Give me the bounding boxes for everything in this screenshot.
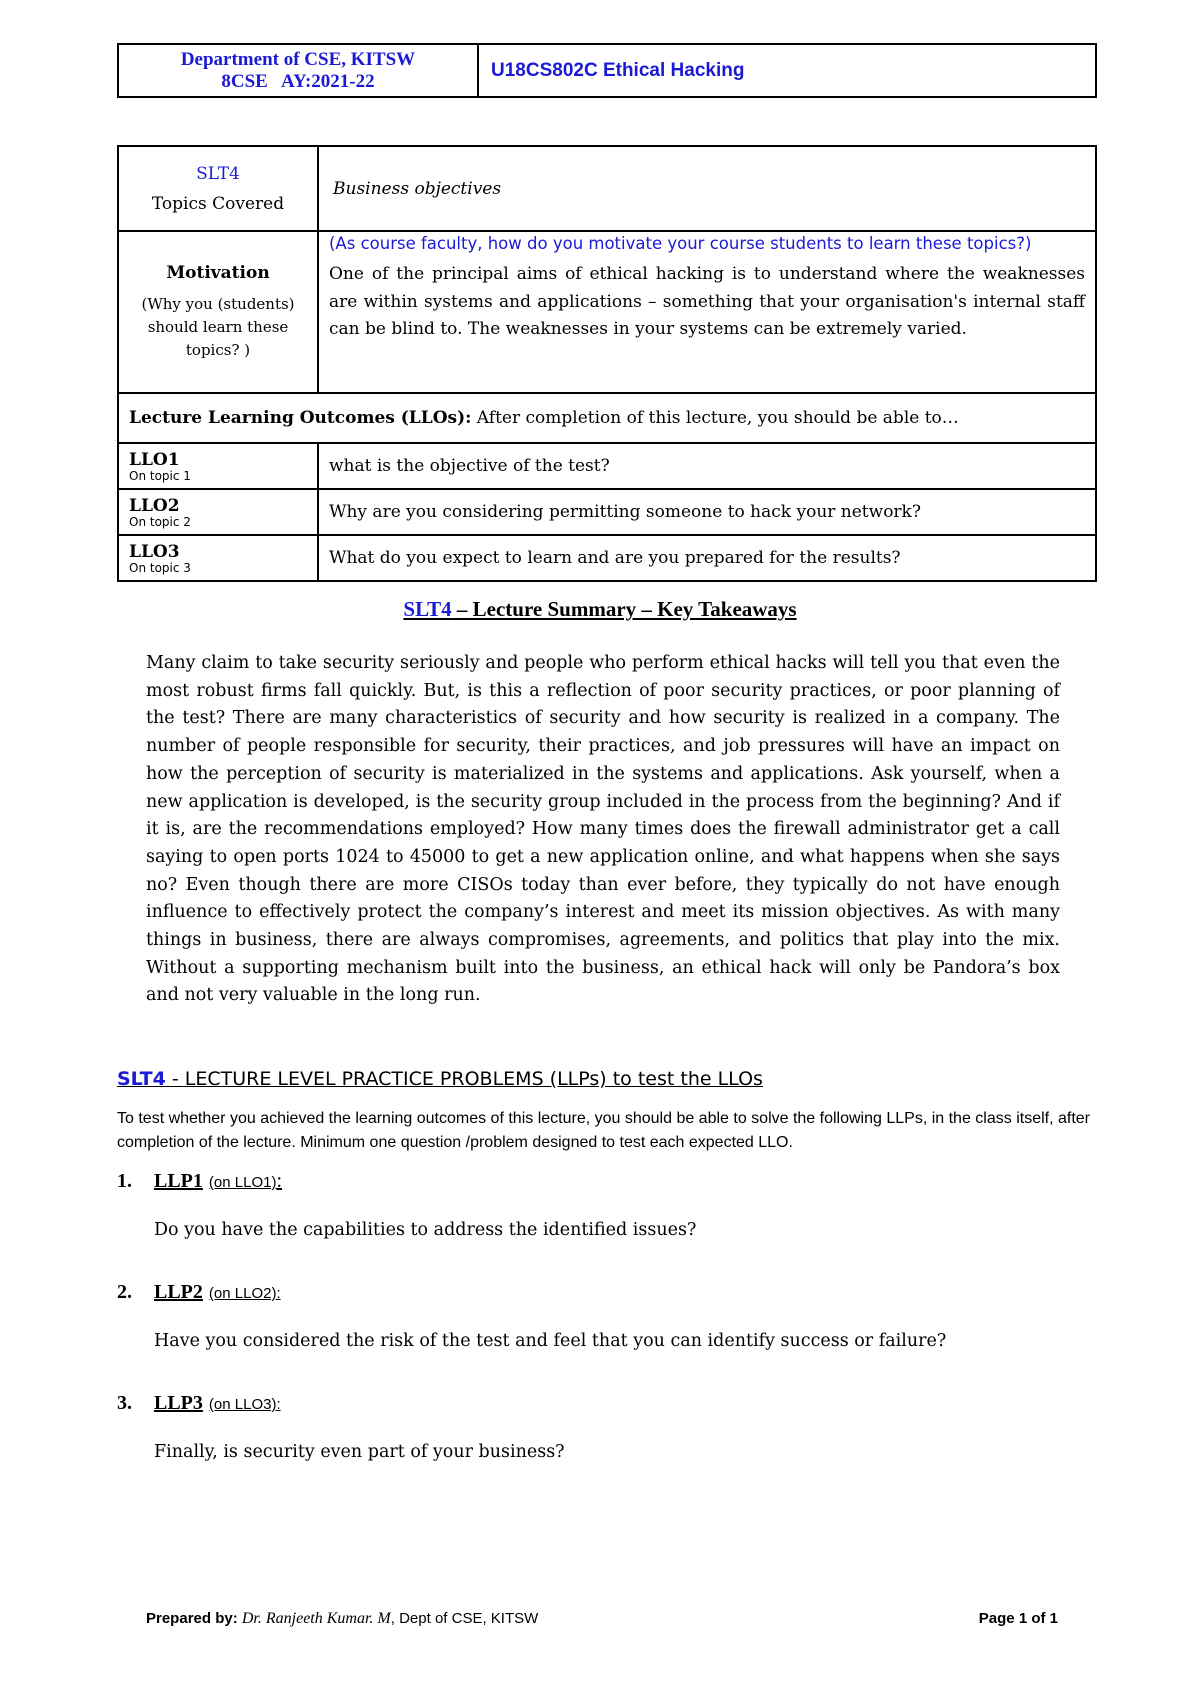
practice-title (117, 1068, 1097, 1090)
llo-code-cell (118, 443, 318, 489)
practice-item (117, 1281, 1097, 1351)
topics-cell (118, 146, 318, 231)
motivation-cell (118, 231, 318, 393)
practice-question: Have you considered the risk of the test and feel that you can identify success or failure? (154, 1331, 947, 1351)
llo-text: What do you expect to learn and are you prepared for the results? (318, 535, 1096, 581)
practice-intro: To test whether you achieved the learning outcomes of this lecture, you should be able to solve the following LLPs, in the class itself, after completion of the lecture. Minimum one question /problem designed to test each expected LLO. (117, 1110, 1090, 1151)
semester-year: 8CSE AY:2021-22 (221, 70, 375, 92)
slt-table (117, 145, 1097, 582)
llo-code-cell (118, 489, 318, 535)
summary-title (0, 597, 1200, 622)
summary-text: Many claim to take security seriously and people who perform ethical hacks will tell you that even the most robust firms fall quickly. But, is this a reflection of poor security practices, or poor planning of the test? There are many characteristics of security and how security is realized in a company. The number of people responsible for security, their practices, and job pressures will have an impact on how the perception of security is materialized in the systems and applications. Ask yourself, when a new application is developed, is the security group included in the process from the beginning? And if it is, are the recommendations employed? How many times does the firewall administrator get a call saying to open ports 1024 to 45000 to get a new application online, and what happens when she says no? Even though there are more CISOs today than ever before, they typically do not have enough influence to effectively protect the company’s interest and meet its mission objectives. As with many things in business, there are always compromises, agreements, and politics that play into the mix. Without a supporting mechanism built into the business, an ethical hack will only be Pandora’s box and not very valuable in the long run. (146, 653, 1060, 1006)
practice-number: 3. (117, 1392, 132, 1414)
department-name: Department of CSE, KITSW (180, 48, 416, 70)
practice-colon: : (276, 1170, 283, 1192)
llo-topic: On topic 3 (129, 560, 191, 575)
topics-covered-value: Business objectives (318, 146, 1096, 231)
practice-item (117, 1392, 1097, 1462)
practice-number: 1. (117, 1170, 132, 1192)
motivation-content (318, 231, 1096, 393)
llo-code: LLO1 (129, 449, 180, 470)
motivation-question: (As course faculty, how do you motivate your course students to learn these topics?) (329, 234, 1032, 253)
document-header (117, 43, 1097, 98)
practice-code: LLP2 (154, 1281, 203, 1303)
motivation-text: One of the principal aims of ethical hacking is to understand where the weaknesses are within systems and applications – something that your organisation's internal staff can be blind to. The weaknesses in your systems can be extremely varied. (329, 264, 1085, 339)
prepared-label: Prepared by: (146, 1610, 242, 1627)
course-title: U18CS802C Ethical Hacking (491, 59, 745, 81)
motivation-title: Motivation (166, 262, 270, 283)
llo-heading (118, 393, 1096, 443)
practice-code: LLP3 (154, 1392, 203, 1414)
llo-heading-rest: After completion of this lecture, you should be able to… (471, 408, 959, 428)
llo-code: LLO2 (129, 495, 180, 516)
practice-question: Do you have the capabilities to address the identified issues? (154, 1220, 697, 1240)
practice-on: (on LLO2): (208, 1285, 281, 1302)
slt-code: SLT4 (196, 163, 240, 184)
header-department-cell (119, 45, 479, 96)
author-name: Dr. Ranjeeth Kumar. M (241, 1610, 391, 1627)
practice-on: (on LLO1) (208, 1174, 277, 1191)
llo-heading-bold: Lecture Learning Outcomes (LLOs): (129, 408, 472, 428)
page-number: Page 1 of 1 (978, 1610, 1058, 1627)
llo-code-cell (118, 535, 318, 581)
summary-title-code: SLT4 (403, 597, 452, 621)
author-dept: , Dept of CSE, KITSW (390, 1610, 539, 1627)
motivation-subtitle: (Why you (students) should learn these topics? ) (141, 294, 295, 359)
llo-row (118, 443, 1096, 489)
summary-title-rest: – Lecture Summary – Key Takeaways (451, 597, 797, 621)
llo-row (118, 489, 1096, 535)
llo-topic: On topic 1 (129, 468, 191, 483)
practice-title-rest: - LECTURE LEVEL PRACTICE PROBLEMS (LLPs) to test the LLOs (165, 1068, 763, 1090)
practice-question: Finally, is security even part of your business? (154, 1442, 565, 1462)
practice-on: (on LLO3): (208, 1396, 281, 1413)
practice-title-code: SLT4 (117, 1068, 166, 1090)
page-footer (146, 1610, 1058, 1628)
llo-topic: On topic 2 (129, 514, 191, 529)
practice-item (117, 1170, 1097, 1240)
llo-row (118, 535, 1096, 581)
llo-code: LLO3 (129, 541, 180, 562)
topics-covered-label: Topics Covered (151, 193, 285, 214)
llo-text: Why are you considering permitting someone to hack your network? (318, 489, 1096, 535)
llo-text: what is the objective of the test? (318, 443, 1096, 489)
prepared-by (146, 1610, 538, 1628)
practice-code: LLP1 (154, 1170, 203, 1192)
practice-number: 2. (117, 1281, 132, 1303)
